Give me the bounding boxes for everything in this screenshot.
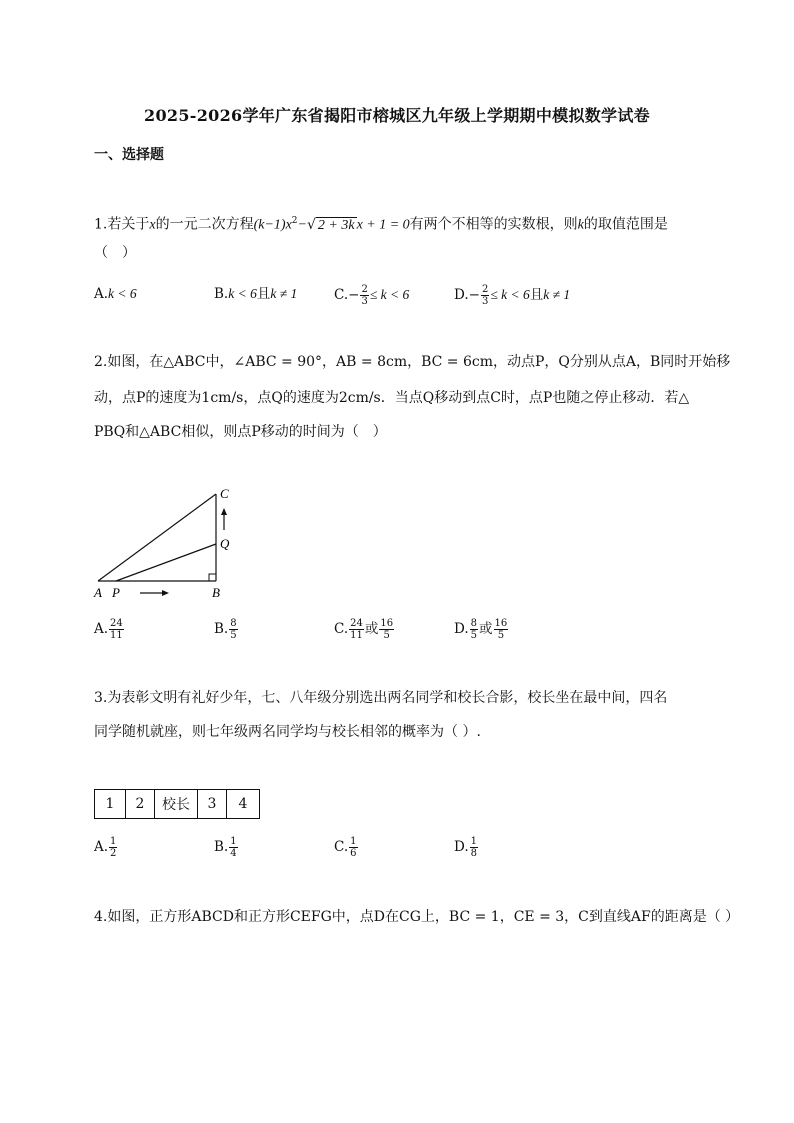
q2-option-b[interactable]: B. $\frac{8}{5}$ (214, 618, 237, 641)
q1-text-d: 的取值范围是 (583, 216, 668, 233)
seat-cell: 1 (95, 790, 126, 819)
label-a: A (94, 585, 102, 600)
q1-eq-b: − (297, 217, 307, 233)
section-heading: 一、选择题 (94, 147, 164, 163)
q1-text-c: 有两个不相等的实数根，则 (409, 216, 578, 233)
q3-option-a[interactable]: A. $\frac{1}{2}$ (94, 836, 117, 859)
fraction: $\frac{8}{5}$ (230, 618, 237, 641)
q1-eq-a: (k−1)x (253, 217, 292, 233)
seat-cell: 2 (126, 790, 155, 819)
q3-option-c[interactable]: C. $\frac{1}{6}$ (334, 836, 357, 859)
q1-eq-c: x + 1 = 0 (356, 217, 410, 233)
q2-stem-line3: PBQ和△ABC相似，则点P移动的时间为（ ） (94, 424, 387, 440)
label-p: P (112, 585, 120, 600)
q1-stem-line2: （ ） (94, 245, 136, 261)
exam-title: 2025-2026学年广东省揭阳市榕城区九年级上学期期中模拟数学试卷 (144, 106, 650, 125)
q4-stem-line1: 4.如图，正方形ABCD和正方形CEFG中，点D在CG上，BC = 1，CE = 3，C到直线AF的距离是（ ） (94, 909, 740, 925)
q3-stem-line2: 同学随机就座，则七年级两名同学均与校长相邻的概率为（ ）. (94, 724, 481, 740)
fraction: $\frac{1}{2}$ (110, 836, 117, 859)
label-b: B (212, 585, 220, 600)
segment-ac (98, 494, 216, 581)
q1-text-b: 的一元二次方程 (155, 216, 254, 233)
arrow-up-icon (221, 508, 227, 515)
seat-cell: 3 (198, 790, 227, 819)
q2-stem-line2: 动，点P的速度为1cm/s，点Q的速度为2cm/s．当点Q移动到点C时，点P也随之停止移动．若△ (94, 390, 690, 406)
q3-seat-table (94, 789, 260, 819)
fraction: $\frac{1}{4}$ (230, 836, 237, 859)
label-q: Q (220, 536, 230, 551)
fraction: $\frac{2}{3}$ (361, 284, 368, 307)
q2-option-d[interactable]: D. $\frac{8}{5}$ 或 $\frac{16}{5}$ (454, 618, 508, 641)
right-angle-mark (209, 574, 216, 581)
q1-option-d[interactable]: D.− $\frac{2}{3}$ ≤ k < 6且k ≠ 1 (454, 284, 571, 307)
q1-option-a[interactable]: A.k < 6 (94, 286, 137, 302)
q2-triangle-figure (88, 482, 248, 604)
q1-text-a: 1.若关于 (94, 216, 150, 233)
q1-sqrt: √ 2 + 3k (306, 216, 355, 233)
q3-option-b[interactable]: B. $\frac{1}{4}$ (214, 836, 237, 859)
q2-option-c[interactable]: C. $\frac{24}{11}$ 或 $\frac{16}{5}$ (334, 618, 394, 641)
q1-var-k: k (577, 217, 584, 233)
fraction: $\frac{1}{8}$ (470, 836, 478, 859)
q3-option-d[interactable]: D. $\frac{1}{8}$ (454, 836, 478, 859)
fraction: $\frac{2}{3}$ (481, 284, 489, 307)
segment-pq (116, 544, 216, 581)
q1-var-x: x (149, 217, 156, 233)
label-c: C (220, 486, 229, 501)
fraction: $\frac{1}{6}$ (350, 836, 357, 859)
q2-stem-line1: 2.如图，在△ABC中，∠ABC = 90°，AB = 8cm，BC = 6cm，动点P，Q分别从点A，B同时开始移 (94, 354, 731, 370)
q2-option-a[interactable]: A. $\frac{24}{11}$ (94, 618, 123, 641)
fraction: $\frac{24}{11}$ (110, 618, 123, 641)
q1-stem-line1 (94, 211, 668, 236)
q3-stem-line1: 3.为表彰文明有礼好少年，七、八年级分别选出两名同学和校长合影，校长坐在最中间，四名 (94, 690, 668, 706)
q1-option-b[interactable]: B.k < 6且k ≠ 1 (214, 286, 298, 302)
fraction: $\frac{8}{5}$ (470, 618, 478, 641)
fraction: $\frac{16}{5}$ (494, 618, 508, 641)
arrow-right-icon (162, 590, 169, 596)
q1-option-c[interactable]: C.− $\frac{2}{3}$ ≤ k < 6 (334, 284, 410, 307)
seat-cell-principal: 校长 (155, 790, 198, 819)
q1-eq-sup: 2 (291, 216, 298, 226)
fraction: $\frac{24}{11}$ (350, 618, 363, 641)
seat-cell: 4 (227, 790, 260, 819)
fraction: $\frac{16}{5}$ (380, 618, 394, 641)
